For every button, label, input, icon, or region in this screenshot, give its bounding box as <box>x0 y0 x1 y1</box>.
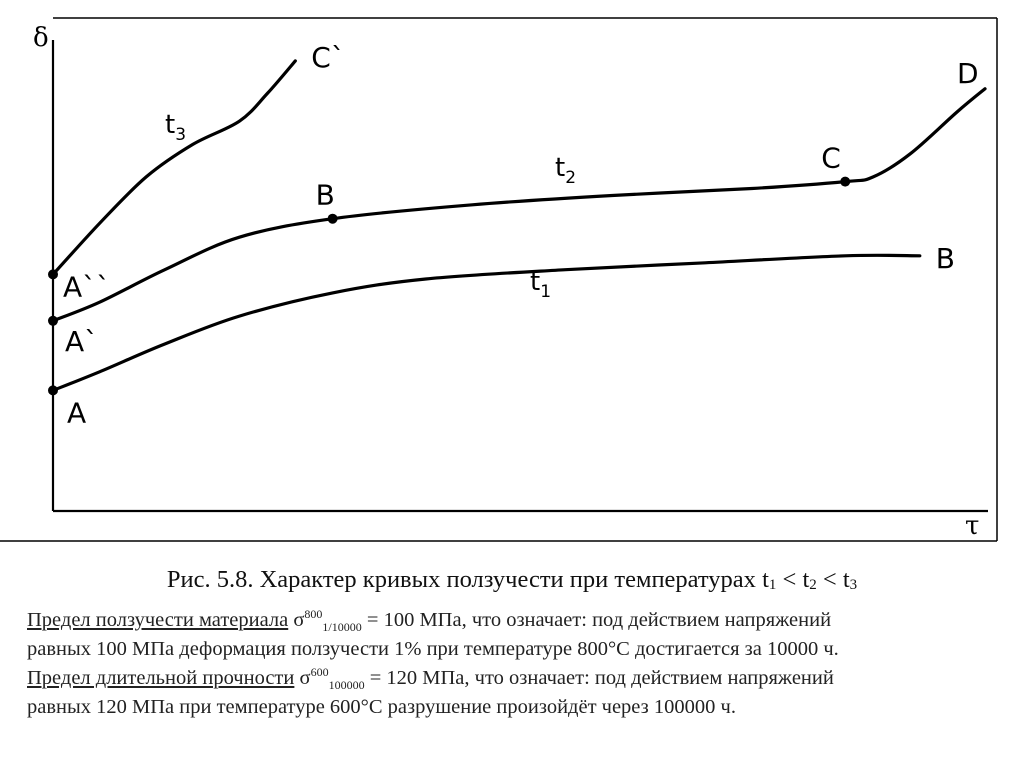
curve-t3 <box>53 61 295 275</box>
long-strength-line-1 <box>27 664 834 693</box>
point-marker-t2-2 <box>840 177 850 187</box>
creep-limit-line-2: равных 100 МПа деформация ползучести 1% при температуре 800°C достигается за 10000 ч. <box>27 638 839 660</box>
point-marker-t3-0 <box>48 269 58 279</box>
marker-layer <box>48 177 850 396</box>
creep-limit-symbol: σ <box>293 609 305 631</box>
series-layer <box>53 61 985 391</box>
long-strength-rest: = 120 МПа, что означает: под действием напряжений <box>364 667 834 689</box>
label-layer <box>63 41 979 430</box>
creep-limit-term: Предел ползучести материала <box>27 609 289 631</box>
point-marker-t2-1 <box>328 214 338 224</box>
long-strength-sub: 100000 <box>328 678 365 693</box>
creep-limit-sub: 1/10000 <box>322 620 362 635</box>
long-strength-paragraph <box>27 664 834 722</box>
long-strength-line-2: равных 120 МПа при температуре 600°C разрушение произойдёт через 100000 ч. <box>27 696 736 718</box>
caption-lt-1: < <box>782 566 797 593</box>
point-label-t2-3: D <box>957 56 979 90</box>
curve-label-t1: $t_1$ <box>530 267 552 302</box>
point-label-t1-0: A <box>67 396 87 430</box>
creep-limit-paragraph <box>27 606 839 664</box>
long-strength-symbol: σ <box>299 667 311 689</box>
caption-lt-2: < <box>822 566 837 593</box>
caption-t2: t2 <box>802 566 817 593</box>
long-strength-term: Предел длительной прочности <box>27 667 295 689</box>
point-marker-t2-0 <box>48 316 58 326</box>
caption-prefix: Рис. 5.8. Характер кривых ползучести при температурах <box>166 566 756 593</box>
creep-limit-rest: = 100 МПа, что означает: под действием напряжений <box>361 609 832 631</box>
point-label-t3-1: C` <box>311 40 345 74</box>
long-strength-sup: 600 <box>310 665 329 680</box>
caption-t1: t1 <box>762 566 777 593</box>
point-label-t2-2: C <box>821 141 841 175</box>
point-marker-t1-0 <box>48 385 58 395</box>
y-axis-label: δ <box>33 23 49 53</box>
creep-limit-sup: 800 <box>304 607 323 622</box>
curve-label-t3: $t_3$ <box>165 110 187 145</box>
point-label-t3-0: A`` <box>63 270 111 304</box>
figure-caption <box>0 566 1024 594</box>
point-label-t2-1: B <box>315 178 335 212</box>
x-axis-label: τ <box>965 511 980 541</box>
curve-t2 <box>53 89 985 321</box>
curve-label-t2: $t_2$ <box>555 153 577 188</box>
curve-t1 <box>53 255 920 390</box>
point-label-t2-0: A` <box>65 324 99 358</box>
point-label-t1-1: B <box>935 241 956 275</box>
creep-limit-line-1 <box>27 606 839 635</box>
caption-t3: t3 <box>842 566 858 593</box>
